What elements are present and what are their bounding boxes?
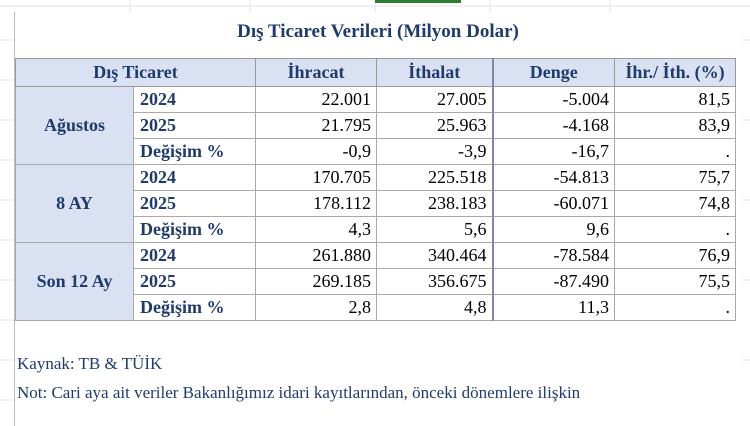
- footnote: Not: Cari aya ait veriler Bakanlığımız idari kayıtlarından, önceki dönemlere ilişkin: [17, 383, 581, 402]
- row-label: Değişim %: [134, 139, 256, 165]
- cell-denge: -87.490: [493, 269, 615, 295]
- table-row: [16, 165, 736, 191]
- row-label: Değişim %: [134, 217, 256, 243]
- cell-denge: -78.584: [493, 243, 615, 269]
- cell-ithalat: 5,6: [377, 217, 493, 243]
- cell-ihracat: 170.705: [256, 165, 377, 191]
- row-label: 2025: [134, 269, 256, 295]
- cell-oran: 81,5: [615, 87, 736, 113]
- cell-ithalat: 25.963: [377, 113, 493, 139]
- cell-ithalat: 27.005: [377, 87, 493, 113]
- header-dis-ticaret: Dış Ticaret: [16, 59, 256, 87]
- cell-oran: 75,7: [615, 165, 736, 191]
- cell-ihracat: 261.880: [256, 243, 377, 269]
- cell-ithalat: 225.518: [377, 165, 493, 191]
- table-row: [16, 87, 736, 113]
- cell-denge: -16,7: [493, 139, 615, 165]
- table-image: [14, 12, 741, 426]
- cell-ihracat: 4,3: [256, 217, 377, 243]
- table-row: [16, 243, 736, 269]
- cell-ihracat: 21.795: [256, 113, 377, 139]
- cell-ihracat: 2,8: [256, 295, 377, 321]
- cell-ihracat: 269.185: [256, 269, 377, 295]
- row-label: 2025: [134, 191, 256, 217]
- header-denge: Denge: [493, 59, 615, 87]
- source-note: Kaynak: TB & TÜİK: [17, 354, 163, 373]
- cell-denge: -60.071: [493, 191, 615, 217]
- cell-oran: 75,5: [615, 269, 736, 295]
- cell-oran: 76,9: [615, 243, 736, 269]
- trade-data-table: [15, 58, 736, 321]
- group-label-son-12-ay: Son 12 Ay: [16, 243, 134, 321]
- cell-ihracat: 178.112: [256, 191, 377, 217]
- row-label: 2025: [134, 113, 256, 139]
- row-label: 2024: [134, 87, 256, 113]
- cell-denge: 11,3: [493, 295, 615, 321]
- cell-oran: 74,8: [615, 191, 736, 217]
- cell-ithalat: 4,8: [377, 295, 493, 321]
- group-label-agustos: Ağustos: [16, 87, 134, 165]
- cell-denge: -5.004: [493, 87, 615, 113]
- header-row: [16, 59, 736, 87]
- cell-oran: .: [615, 295, 736, 321]
- row-label: Değişim %: [134, 295, 256, 321]
- header-ithalat: İthalat: [377, 59, 493, 87]
- cell-ithalat: 238.183: [377, 191, 493, 217]
- row-label: 2024: [134, 243, 256, 269]
- cell-oran: .: [615, 217, 736, 243]
- cell-denge: -4.168: [493, 113, 615, 139]
- header-ihracat: İhracat: [256, 59, 377, 87]
- group-label-8-ay: 8 AY: [16, 165, 134, 243]
- cell-ihracat: -0,9: [256, 139, 377, 165]
- selected-cell-indicator: [375, 0, 461, 3]
- cell-oran: 83,9: [615, 113, 736, 139]
- cell-ihracat: 22.001: [256, 87, 377, 113]
- cell-ithalat: 340.464: [377, 243, 493, 269]
- table-title: Dış Ticaret Verileri (Milyon Dolar): [237, 21, 519, 42]
- cell-oran: .: [615, 139, 736, 165]
- cell-ithalat: -3,9: [377, 139, 493, 165]
- header-oran: İhr./ İth. (%): [615, 59, 736, 87]
- row-label: 2024: [134, 165, 256, 191]
- cell-denge: 9,6: [493, 217, 615, 243]
- cell-ithalat: 356.675: [377, 269, 493, 295]
- cell-denge: -54.813: [493, 165, 615, 191]
